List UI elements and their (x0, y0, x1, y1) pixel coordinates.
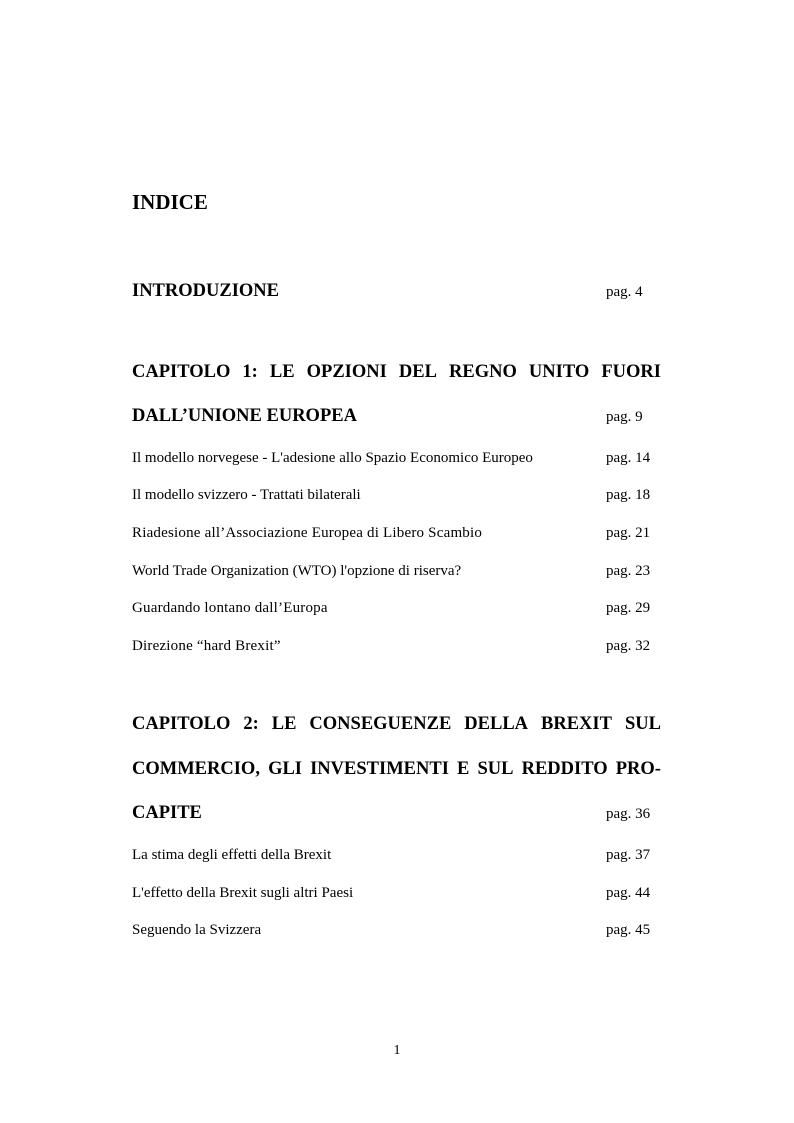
chapter2-word: DELLA (464, 714, 529, 734)
toc-section-label: Direzione “hard Brexit” (132, 638, 281, 654)
chapter1-word: UNITO (528, 362, 590, 382)
chapter2-page: pag. 36 (606, 806, 651, 822)
toc-section-page: pag. 45 (606, 922, 651, 938)
chapter1-word: DEL (398, 362, 437, 382)
chapter2-word: GLI (268, 759, 302, 779)
chapter2-word: REDDITO (521, 759, 608, 779)
chapter1-word: OPZIONI (306, 362, 387, 382)
chapter2-word: PRO- (615, 759, 661, 779)
chapter1-word: CAPITOLO (132, 362, 231, 382)
chapter1-word: LE (269, 362, 295, 382)
toc-section-label: Il modello norvegese - L'adesione allo Spazio Economico Europeo (132, 450, 533, 466)
toc-section-label: Seguendo la Svizzera (132, 922, 262, 938)
toc-intro-label: INTRODUZIONE (132, 281, 279, 301)
toc-section-label: World Trade Organization (WTO) l'opzione di riserva? (132, 563, 462, 579)
chapter1-page: pag. 9 (606, 409, 643, 425)
chapter2-word: SUL (477, 759, 514, 779)
chapter2-word: LE (271, 714, 297, 734)
footer-page-number: 1 (393, 1043, 401, 1058)
toc-section-label: Guardando lontano dall’Europa (132, 600, 328, 616)
toc-section-page: pag. 32 (606, 638, 651, 654)
page-title: INDICE (132, 190, 208, 214)
toc-section-page: pag. 14 (606, 450, 651, 466)
toc-intro-page: pag. 4 (606, 284, 643, 300)
toc-section-label: L'effetto della Brexit sugli altri Paesi (132, 885, 354, 901)
toc-section-page: pag. 44 (606, 885, 651, 901)
chapter2-word: CONSEGUENZE (309, 714, 452, 734)
chapter2-heading-line3: CAPITE (132, 803, 202, 823)
toc-section-label: La stima degli effetti della Brexit (132, 847, 332, 863)
chapter2-heading-line1 (132, 714, 661, 735)
toc-section-page: pag. 21 (606, 525, 651, 541)
toc-section-page: pag. 23 (606, 563, 651, 579)
chapter2-word: 2: (243, 714, 259, 734)
chapter1-heading-line2: DALL’UNIONE EUROPEA (132, 406, 357, 426)
toc-section-page: pag. 18 (606, 487, 651, 503)
chapter2-heading-line2 (132, 759, 661, 780)
chapter1-heading-line1 (132, 362, 661, 383)
chapter2-word: COMMERCIO, (132, 759, 260, 779)
chapter2-word: INVESTIMENTI (310, 759, 449, 779)
chapter2-word: CAPITOLO (132, 714, 231, 734)
toc-section-page: pag. 29 (606, 600, 651, 616)
toc-section-label: Il modello svizzero - Trattati bilaterali (132, 487, 361, 503)
chapter2-word: BREXIT (541, 714, 612, 734)
toc-section-label: Riadesione all’Associazione Europea di Libero Scambio (132, 525, 483, 541)
chapter1-word: FUORI (601, 362, 661, 382)
chapter2-word: SUL (624, 714, 661, 734)
chapter2-word: E (457, 759, 470, 779)
chapter1-word: 1: (242, 362, 258, 382)
toc-section-page: pag. 37 (606, 847, 651, 863)
chapter1-word: REGNO (449, 362, 517, 382)
